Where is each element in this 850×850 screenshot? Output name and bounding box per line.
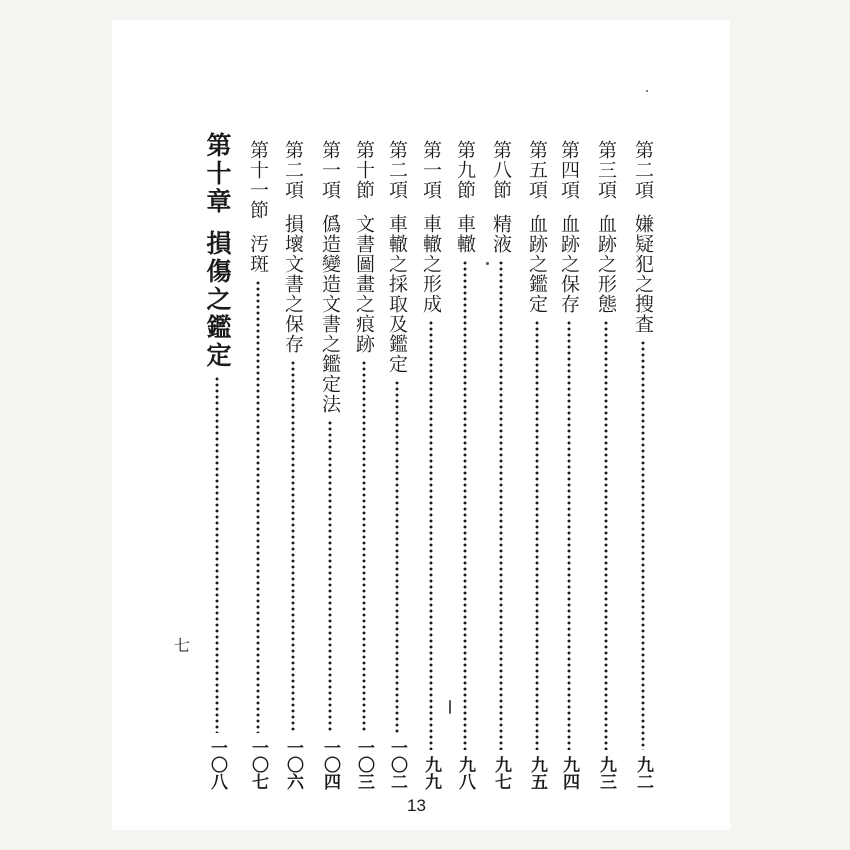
toc-entry-title: 損壞文書之保存 bbox=[282, 214, 304, 354]
dot-leader bbox=[362, 360, 366, 733]
toc-entry-title: 車轍 bbox=[454, 214, 476, 254]
dot-leader bbox=[499, 260, 503, 750]
toc-entry-label: 第五項 bbox=[526, 140, 548, 200]
toc-entry-title: 血跡之鑑定 bbox=[526, 214, 548, 314]
dot-leader bbox=[328, 420, 332, 733]
toc-entry-page: 九七 bbox=[491, 756, 511, 790]
folio-numeral: 七 bbox=[174, 636, 191, 655]
dot-leader bbox=[395, 380, 399, 733]
toc-entry-page: 九四 bbox=[559, 756, 579, 790]
toc-entry-label: 第四項 bbox=[558, 140, 580, 200]
toc-entry-page: 九二 bbox=[633, 756, 653, 790]
toc-entry bbox=[384, 140, 410, 790]
toc-entry bbox=[452, 140, 478, 790]
toc-entry bbox=[351, 140, 377, 790]
toc-entry-label: 第二項 bbox=[282, 140, 304, 200]
toc-entry-page: 九三 bbox=[596, 756, 616, 790]
toc-entry-label: 第二項 bbox=[386, 140, 408, 200]
toc-entry-page: 九五 bbox=[527, 756, 547, 790]
dot-leader bbox=[291, 360, 295, 733]
toc-entry-page: 九八 bbox=[455, 756, 475, 790]
toc-entry-title: 血跡之保存 bbox=[558, 214, 580, 314]
dot-leader bbox=[215, 376, 219, 733]
scan-speck bbox=[646, 90, 648, 92]
document-page bbox=[112, 20, 730, 830]
toc-entry bbox=[630, 140, 656, 790]
scan-speck bbox=[486, 262, 489, 265]
toc-entry-label: 第一項 bbox=[420, 140, 442, 200]
toc-entry bbox=[317, 140, 343, 790]
toc-entry bbox=[488, 140, 514, 790]
dot-leader bbox=[535, 320, 539, 750]
toc-entry-label: 第一項 bbox=[319, 140, 341, 200]
toc-entry bbox=[418, 140, 444, 790]
toc-entry-page: 一〇三 bbox=[354, 739, 374, 790]
toc-entry bbox=[556, 140, 582, 790]
chapter-title: 損傷之鑑定 bbox=[203, 230, 232, 370]
dot-leader bbox=[429, 320, 433, 750]
dot-leader bbox=[604, 320, 608, 750]
toc-entry bbox=[593, 140, 619, 790]
toc-entry-label: 第三項 bbox=[595, 140, 617, 200]
toc-entry-page: 九九 bbox=[421, 756, 441, 790]
toc-entry-title: 精液 bbox=[490, 214, 512, 254]
toc-entry-label: 第九節 bbox=[454, 140, 476, 200]
toc-entry-label: 第十一節 bbox=[247, 140, 269, 220]
page-number: 13 bbox=[407, 796, 426, 815]
dot-leader bbox=[567, 320, 571, 750]
dot-leader bbox=[256, 280, 260, 733]
toc-entry-label: 第十節 bbox=[353, 140, 375, 200]
toc-entry bbox=[245, 140, 271, 790]
toc-entry bbox=[280, 140, 306, 790]
toc-entry-page: 一〇二 bbox=[387, 739, 407, 790]
toc-entry-title: 嫌疑犯之搜査 bbox=[632, 214, 654, 334]
toc-entry-page: 一〇八 bbox=[207, 739, 227, 790]
chapter-label: 第十章 bbox=[203, 132, 232, 216]
toc-entry-page: 一〇六 bbox=[283, 739, 303, 790]
toc-entry-title: 汚斑 bbox=[247, 234, 269, 274]
toc-entry-title: 僞造變造文書之鑑定法 bbox=[319, 214, 341, 414]
toc-entry-page: 一〇四 bbox=[320, 739, 340, 790]
toc-entry-title: 車轍之形成 bbox=[420, 214, 442, 314]
toc-entry-title: 車轍之採取及鑑定 bbox=[386, 214, 408, 374]
scan-speck bbox=[449, 700, 451, 714]
toc-entry-title: 文書圖畫之痕跡 bbox=[353, 214, 375, 354]
toc-entry bbox=[524, 140, 550, 790]
chapter-entry bbox=[200, 132, 234, 790]
dot-leader bbox=[641, 340, 645, 750]
toc-entry-title: 血跡之形態 bbox=[595, 214, 617, 314]
dot-leader bbox=[463, 260, 467, 750]
toc-entry-label: 第二項 bbox=[632, 140, 654, 200]
toc-entry-label: 第八節 bbox=[490, 140, 512, 200]
toc-entry-page: 一〇七 bbox=[248, 739, 268, 790]
